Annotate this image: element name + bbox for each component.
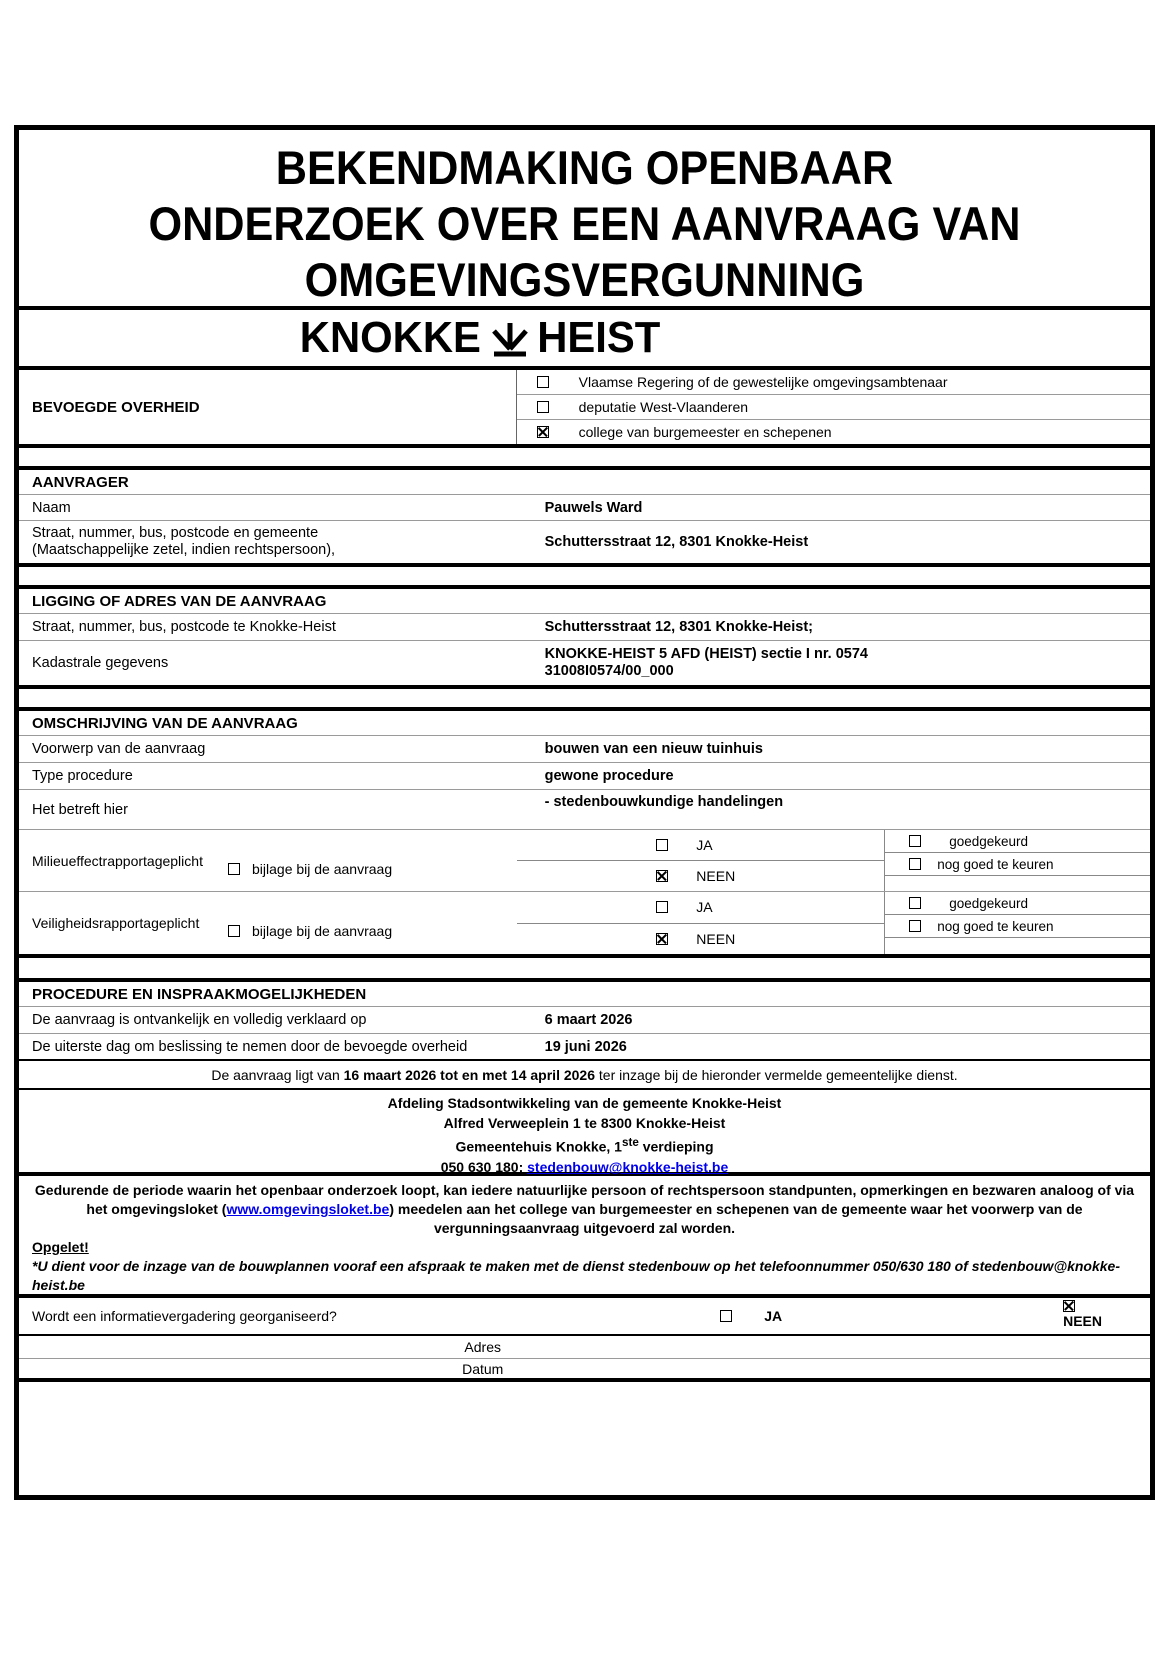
page-title-line2: ONDERZOEK OVER EEN AANVRAAG VAN	[148, 197, 1021, 250]
spacer	[19, 448, 1150, 470]
ja-option	[517, 830, 885, 861]
inzage-row	[19, 1061, 1150, 1090]
goedgekeurd-option	[885, 830, 1150, 853]
dienst-line4: 050 630 180; stedenbouw@knokke-heist.be	[440, 1158, 729, 1175]
informatievergadering-label: Wordt een informatievergadering georganiseerd?	[32, 1308, 337, 1324]
ja-label: JA	[696, 899, 713, 916]
neen-option	[1063, 1300, 1102, 1329]
nog-goed-te-keuren-label: nog goed te keuren	[937, 918, 1054, 934]
table-row	[19, 495, 1150, 521]
omschrijving-header: OMSCHRIJVING VAN DE AANVRAAG	[19, 711, 1150, 736]
bijlage-group	[228, 923, 392, 939]
aanvrager-adres-value: Schuttersstraat 12, 8301 Knokke-Heist	[544, 534, 809, 550]
dienst-line1: Afdeling Stadsontwikkeling van de gemeente Knokke-Heist	[387, 1095, 782, 1111]
checkbox-icon[interactable]	[909, 858, 921, 870]
rap-left-cell	[19, 892, 517, 954]
bijlage-label: bijlage bij de aanvraag	[252, 861, 393, 877]
section-bevoegde-overheid	[19, 370, 1150, 448]
checkbox-icon[interactable]	[537, 401, 549, 413]
informatievergadering-row	[19, 1298, 1150, 1336]
opgelet-label: Opgelet!	[32, 1239, 89, 1255]
table-row	[19, 763, 1150, 790]
public-notice-form	[14, 125, 1155, 1500]
option-vlaamse-regering	[517, 370, 1150, 394]
table-row	[19, 790, 1150, 830]
kadaster-value: KNOKKE-HEIST 5 AFD (HEIST) sectie I nr. 0574 31008I0574/00_000	[544, 646, 869, 679]
naam-value: Pauwels Ward	[544, 499, 643, 516]
inzage-period: 16 maart 2026 tot en met 14 april 2026	[343, 1066, 595, 1083]
voorwerp-value: bouwen van een nieuw tuinhuis	[544, 741, 763, 757]
neen-label: NEEN	[696, 868, 736, 884]
status-cell	[884, 830, 1150, 891]
logo-block	[19, 310, 1150, 370]
betreft-label: Het betreft hier	[32, 802, 128, 818]
knokke-heist-logo	[295, 313, 663, 362]
logo-text-left: KNOKKE	[300, 313, 482, 362]
status-cell	[884, 892, 1150, 954]
ontvankelijk-value: 6 maart 2026	[544, 1012, 633, 1028]
logo-text-right: HEIST	[537, 313, 661, 362]
type-procedure-value: gewone procedure	[544, 768, 674, 784]
neen-label: NEEN	[696, 930, 736, 947]
neen-option	[517, 924, 885, 955]
type-procedure-label: Type procedure	[32, 768, 133, 784]
table-row	[19, 1007, 1150, 1034]
uiterste-dag-label: De uiterste dag om beslissing te nemen door de bevoegde overheid	[32, 1038, 468, 1055]
nog-goed-te-keuren-option	[885, 853, 1150, 876]
ja-neen-cell	[517, 830, 885, 891]
ligging-header: LIGGING OF ADRES VAN DE AANVRAAG	[19, 589, 1150, 614]
milieueffect-label: Milieueffectrapportageplicht	[32, 852, 203, 869]
empty-notes-box	[19, 1382, 1150, 1495]
table-row	[19, 614, 1150, 641]
option-label: college van burgemeester en schepenen	[578, 424, 832, 440]
ligging-straat-label: Straat, nummer, bus, postcode te Knokke-Heist	[32, 619, 336, 635]
ja-option	[517, 892, 885, 924]
checkbox-icon[interactable]	[656, 933, 668, 945]
table-row	[19, 521, 1150, 563]
aanvrager-header: AANVRAGER	[19, 470, 1150, 495]
naam-label: Naam	[32, 499, 71, 516]
row-milieueffectrapportageplicht	[19, 830, 1150, 892]
neen-label: NEEN	[1063, 1313, 1102, 1329]
ligging-straat-value: Schuttersstraat 12, 8301 Knokke-Heist;	[544, 619, 813, 635]
section-omschrijving	[19, 711, 1150, 958]
nog-goed-te-keuren-label: nog goed te keuren	[937, 856, 1054, 872]
bijlage-label: bijlage bij de aanvraag	[252, 923, 393, 939]
option-college	[517, 419, 1150, 444]
aanvrager-adres-label: Straat, nummer, bus, postcode en gemeente (Maatschappelijke zetel, indien rechtspersoon),	[32, 525, 336, 558]
section-aanvrager	[19, 470, 1150, 567]
spacer	[19, 567, 1150, 589]
ja-option	[720, 1308, 782, 1324]
adres-row: Adres	[19, 1336, 1150, 1359]
omgevingsloket-link[interactable]: www.omgevingsloket.be	[226, 1201, 390, 1217]
page-title-line1: BEKENDMAKING OPENBAAR	[275, 141, 894, 194]
checkbox-icon[interactable]	[1063, 1300, 1075, 1312]
table-row	[19, 1034, 1150, 1061]
bezwaar-paragraph: Gedurende de periode waarin het openbaar onderzoek loopt, kan iedere natuurlijke persoon of rechtspersoon standpunten, opmerkingen en bezwaren analoog of via het omgevingsloket (www.omgevingsloket.be) meedelen aan het college van burgemeester en schepenen van de gemeente waar het voorwerp van de vergunningsaanvraag uitgevoerd zal worden.	[34, 1182, 1135, 1236]
checkbox-icon[interactable]	[537, 376, 549, 388]
goedgekeurd-label: goedgekeurd	[949, 895, 1029, 911]
dienst-block	[19, 1090, 1150, 1176]
ja-label: JA	[696, 837, 713, 853]
checkbox-icon[interactable]	[909, 897, 921, 909]
page-title-line3: OMGEVINGSVERGUNNING	[304, 253, 865, 306]
section-ligging	[19, 589, 1150, 689]
bezwaar-block	[19, 1176, 1150, 1298]
checkbox-icon[interactable]	[720, 1310, 732, 1322]
stedenbouw-email-link[interactable]: stedenbouw@knokke-heist.be	[527, 1158, 729, 1175]
betreft-value: - stedenbouwkundige handelingen	[544, 794, 784, 810]
bevoegde-overheid-label: BEVOEGDE OVERHEID	[19, 370, 517, 444]
table-row	[19, 641, 1150, 685]
spacer	[19, 958, 1150, 982]
checkbox-icon[interactable]	[228, 863, 240, 875]
spacer	[19, 689, 1150, 711]
dienst-line3: Gemeentehuis Knokke, 1ste verdieping	[455, 1136, 714, 1155]
goedgekeurd-option	[885, 892, 1150, 915]
datum-row: Datum	[19, 1359, 1150, 1382]
voorwerp-label: Voorwerp van de aanvraag	[32, 741, 206, 757]
bevoegde-overheid-options	[517, 370, 1150, 444]
nog-goed-te-keuren-option	[885, 915, 1150, 938]
procedure-header: PROCEDURE EN INSPRAAKMOGELIJKHEDEN	[19, 982, 1150, 1007]
title-block	[19, 130, 1150, 310]
goedgekeurd-label: goedgekeurd	[949, 833, 1029, 849]
checkbox-icon[interactable]	[656, 901, 668, 913]
afspraak-note: *U dient voor de inzage van de bouwplannen vooraf een afspraak te maken met de dienst stedenbouw op het telefoonnummer 050/630 180 of stedenbouw@knokke-heist.be	[32, 1258, 1121, 1293]
checkbox-icon[interactable]	[656, 870, 668, 882]
row-veiligheidsrapportageplicht	[19, 892, 1150, 954]
sunburst-logo-icon	[488, 318, 532, 360]
checkbox-icon[interactable]	[228, 925, 240, 937]
option-deputatie	[517, 394, 1150, 419]
dienst-line2: Alfred Verweeplein 1 te 8300 Knokke-Heist	[443, 1115, 726, 1131]
ja-label: JA	[764, 1308, 783, 1324]
checkbox-icon[interactable]	[656, 839, 668, 851]
section-procedure	[19, 982, 1150, 1495]
veiligheid-label: Veiligheidsrapportageplicht	[32, 915, 200, 931]
kadaster-label: Kadastrale gegevens	[32, 655, 169, 671]
checkbox-icon[interactable]	[909, 920, 921, 932]
bijlage-group	[228, 861, 392, 877]
inzage-text: De aanvraag ligt van 16 maart 2026 tot en met 14 april 2026 ter inzage bij de hieronder vermelde gemeentelijke dienst.	[211, 1066, 958, 1083]
option-label: deputatie West-Vlaanderen	[578, 399, 749, 415]
ja-neen-cell	[517, 892, 885, 954]
rap-left-cell	[19, 830, 517, 891]
ontvankelijk-label: De aanvraag is ontvankelijk en volledig verklaard op	[32, 1012, 367, 1028]
checkbox-icon[interactable]	[909, 835, 921, 847]
table-row	[19, 736, 1150, 763]
neen-option	[517, 861, 885, 891]
checkbox-icon[interactable]	[537, 426, 549, 438]
uiterste-dag-value: 19 juni 2026	[544, 1038, 627, 1055]
option-label: Vlaamse Regering of de gewestelijke omgevingsambtenaar	[578, 374, 948, 390]
